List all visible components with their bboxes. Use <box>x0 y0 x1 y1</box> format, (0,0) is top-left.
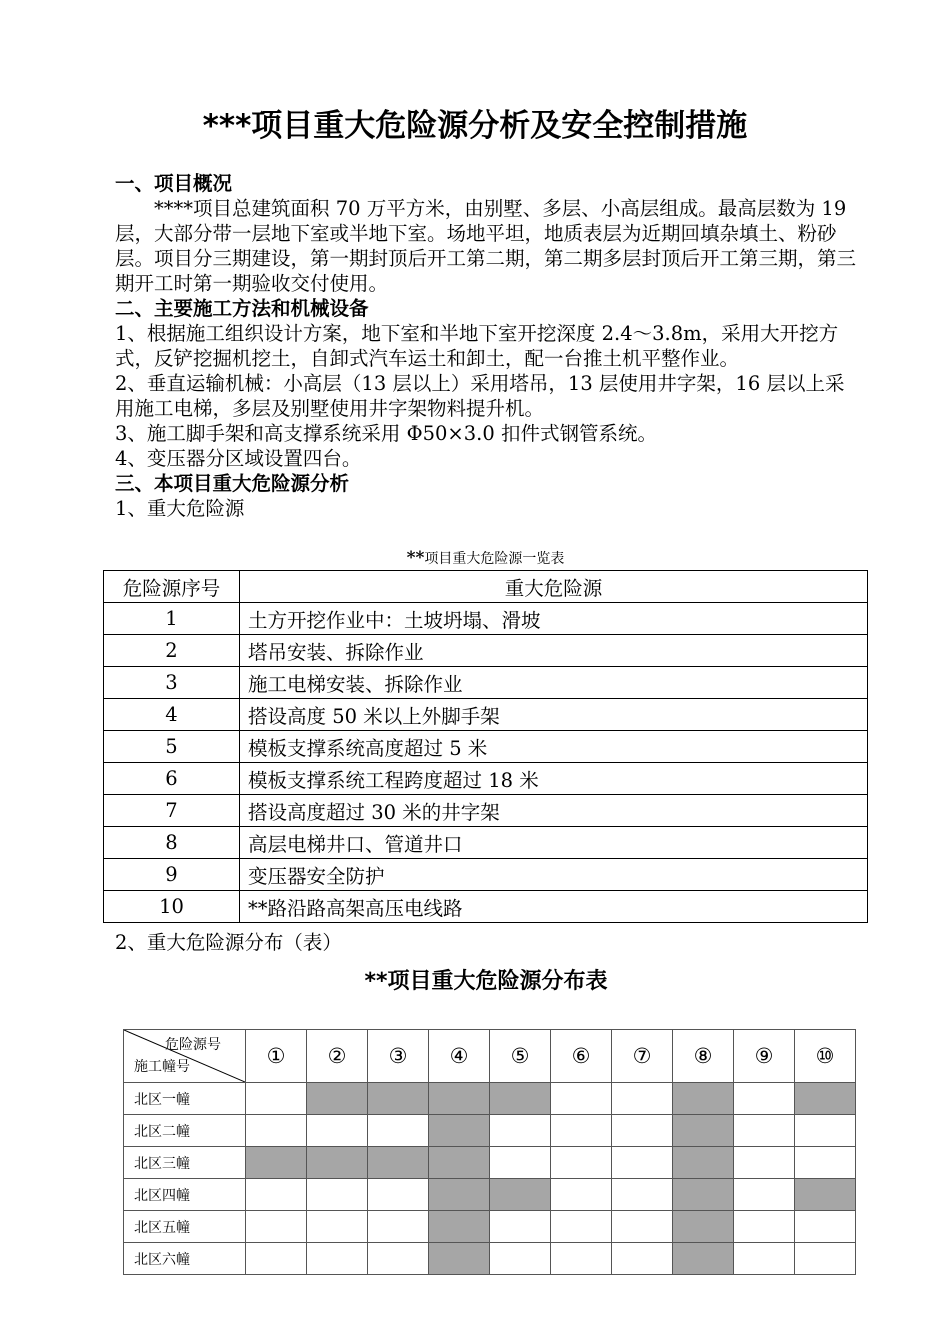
hazard-absent-cell <box>368 1179 429 1211</box>
hazard-absent-cell <box>246 1243 307 1275</box>
hazard-absent-cell <box>246 1083 307 1115</box>
hazard-absent-cell <box>612 1211 673 1243</box>
hazard-present-cell <box>368 1083 429 1115</box>
body-text <box>115 171 860 521</box>
table-row <box>124 1211 856 1243</box>
table-header-row <box>124 1030 856 1083</box>
hazard-absent-cell <box>307 1179 368 1211</box>
hazard-absent-cell <box>795 1243 856 1275</box>
hazard-absent-cell <box>307 1115 368 1147</box>
section-1-heading: 一、项目概况 <box>115 172 233 195</box>
hazard-number-cell: 1 <box>104 603 240 635</box>
hazard-present-cell <box>490 1083 551 1115</box>
hazard-present-cell <box>673 1115 734 1147</box>
table-header-cell: 危险源序号 <box>104 571 240 603</box>
hazard-absent-cell <box>368 1243 429 1275</box>
table-row <box>124 1179 856 1211</box>
hazard-absent-cell <box>490 1211 551 1243</box>
hazard-absent-cell <box>551 1211 612 1243</box>
building-label-cell: 北区二幢 <box>124 1115 246 1147</box>
hazard-present-cell <box>429 1179 490 1211</box>
hazard-present-cell <box>307 1083 368 1115</box>
table-row <box>104 795 868 827</box>
hazard-present-cell <box>429 1083 490 1115</box>
corner-bottom-label: 施工幢号 <box>134 1059 190 1075</box>
hazard-present-cell <box>490 1179 551 1211</box>
hazard-number-cell: 3 <box>104 667 240 699</box>
hazard-column-header: ③ <box>368 1030 429 1083</box>
hazard-absent-cell <box>734 1083 795 1115</box>
hazard-list-table <box>103 570 868 923</box>
hazard-number-cell: 2 <box>104 635 240 667</box>
table-1-caption <box>103 548 868 569</box>
hazard-absent-cell <box>551 1179 612 1211</box>
hazard-description-cell: 高层电梯井口、管道井口 <box>240 827 868 859</box>
table-2-title: **项目重大危险源分布表 <box>364 969 608 994</box>
hazard-column-header: ⑩ <box>795 1030 856 1083</box>
hazard-absent-cell <box>551 1243 612 1275</box>
hazard-column-header: ⑥ <box>551 1030 612 1083</box>
hazard-column-header: ⑨ <box>734 1030 795 1083</box>
hazard-present-cell <box>429 1115 490 1147</box>
hazard-absent-cell <box>795 1211 856 1243</box>
building-label-cell: 北区六幢 <box>124 1243 246 1275</box>
hazard-absent-cell <box>734 1211 795 1243</box>
table-row <box>124 1243 856 1275</box>
hazard-absent-cell <box>307 1243 368 1275</box>
table-row <box>124 1115 856 1147</box>
hazard-absent-cell <box>612 1115 673 1147</box>
hazard-present-cell <box>307 1147 368 1179</box>
section-3-sub-2: 2、重大危险源分布（表） <box>115 931 342 954</box>
hazard-absent-cell <box>612 1179 673 1211</box>
section-2-item-3: 3、施工脚手架和高支撑系统采用 Φ50×3.0 扣件式钢管系统。 <box>115 422 657 445</box>
hazard-absent-cell <box>795 1115 856 1147</box>
section-1-text: ****项目总建筑面积 70 万平方米，由别墅、多层、小高层组成。最高层数为 19 层，大部分带一层地下室或半地下室。场地平坦，地质表层为近期回填杂填土、粉砂层。项目分三期建设，第一期封顶后开工第二期，第二期多层封顶后开工第三期，第三期开工时第一期验收交付使用。 <box>115 197 857 295</box>
hazard-description-cell: 土方开挖作业中：土坡坍塌、滑坡 <box>240 603 868 635</box>
table-header-row <box>104 571 868 603</box>
hazard-number-cell: 4 <box>104 699 240 731</box>
section-2-item-4: 4、变压器分区域设置四台。 <box>115 447 362 470</box>
section-2-item-1: 1、根据施工组织设计方案，地下室和半地下室开挖深度 2.4～3.8m，采用大开挖方式，反铲挖掘机挖土，自卸式汽车运土和卸土，配一台推土机平整作业。 <box>115 322 839 370</box>
hazard-present-cell <box>368 1147 429 1179</box>
building-label-cell: 北区五幢 <box>124 1211 246 1243</box>
hazard-absent-cell <box>368 1211 429 1243</box>
hazard-number-cell: 9 <box>104 859 240 891</box>
hazard-absent-cell <box>734 1147 795 1179</box>
hazard-description-cell: 塔吊安装、拆除作业 <box>240 635 868 667</box>
table-row <box>104 667 868 699</box>
hazard-absent-cell <box>307 1211 368 1243</box>
document-title: ***项目重大危险源分析及安全控制措施 <box>202 108 748 144</box>
hazard-description-cell: 模板支撑系统工程跨度超过 18 米 <box>240 763 868 795</box>
hazard-description-cell: 搭设高度 50 米以上外脚手架 <box>240 699 868 731</box>
hazard-present-cell <box>673 1147 734 1179</box>
hazard-distribution-table <box>123 1029 856 1275</box>
hazard-number-cell: 10 <box>104 891 240 923</box>
hazard-column-header: ⑧ <box>673 1030 734 1083</box>
hazard-number-cell: 8 <box>104 827 240 859</box>
hazard-absent-cell <box>246 1179 307 1211</box>
table-row <box>104 827 868 859</box>
table-row <box>124 1147 856 1179</box>
building-label-cell: 北区三幢 <box>124 1147 246 1179</box>
hazard-description-cell: 施工电梯安装、拆除作业 <box>240 667 868 699</box>
hazard-absent-cell <box>246 1211 307 1243</box>
corner-top-label: 危险源号 <box>165 1037 221 1053</box>
hazard-absent-cell <box>490 1147 551 1179</box>
section-3-sub-1: 1、重大危险源 <box>115 497 245 520</box>
table-row <box>104 635 868 667</box>
table-row <box>104 699 868 731</box>
table-row <box>104 859 868 891</box>
table-1-caption-prefix: ** <box>406 548 425 568</box>
hazard-column-header: ② <box>307 1030 368 1083</box>
hazard-absent-cell <box>734 1115 795 1147</box>
hazard-present-cell <box>673 1243 734 1275</box>
hazard-number-cell: 7 <box>104 795 240 827</box>
section-2-heading: 二、主要施工方法和机械设备 <box>115 297 369 320</box>
hazard-absent-cell <box>551 1115 612 1147</box>
hazard-present-cell <box>429 1147 490 1179</box>
hazard-column-header: ⑦ <box>612 1030 673 1083</box>
hazard-absent-cell <box>490 1115 551 1147</box>
hazard-absent-cell <box>795 1147 856 1179</box>
hazard-column-header: ④ <box>429 1030 490 1083</box>
table-row <box>124 1083 856 1115</box>
hazard-present-cell <box>429 1211 490 1243</box>
hazard-present-cell <box>673 1211 734 1243</box>
hazard-number-cell: 5 <box>104 731 240 763</box>
table-corner-cell <box>124 1030 246 1083</box>
hazard-number-cell: 6 <box>104 763 240 795</box>
hazard-absent-cell <box>368 1115 429 1147</box>
hazard-description-cell: 变压器安全防护 <box>240 859 868 891</box>
hazard-present-cell <box>795 1083 856 1115</box>
hazard-absent-cell <box>612 1147 673 1179</box>
hazard-description-cell: 搭设高度超过 30 米的井字架 <box>240 795 868 827</box>
section-2-item-2: 2、垂直运输机械：小高层（13 层以上）采用塔吊，13 层使用井字架，16 层以上采用施工电梯，多层及别墅使用井字架物料提升机。 <box>115 372 845 420</box>
building-label-cell: 北区四幢 <box>124 1179 246 1211</box>
table-row <box>104 763 868 795</box>
hazard-absent-cell <box>490 1243 551 1275</box>
table-row <box>104 891 868 923</box>
table-row <box>104 731 868 763</box>
hazard-absent-cell <box>551 1147 612 1179</box>
table-1-caption-text: 项目重大危险源一览表 <box>424 551 565 567</box>
section-3-heading: 三、本项目重大危险源分析 <box>115 472 350 495</box>
hazard-present-cell <box>795 1179 856 1211</box>
hazard-description-cell: **路沿路高架高压电线路 <box>240 891 868 923</box>
hazard-absent-cell <box>734 1179 795 1211</box>
hazard-absent-cell <box>612 1083 673 1115</box>
hazard-column-header: ⑤ <box>490 1030 551 1083</box>
hazard-description-cell: 模板支撑系统高度超过 5 米 <box>240 731 868 763</box>
hazard-present-cell <box>673 1179 734 1211</box>
hazard-absent-cell <box>734 1243 795 1275</box>
table-header-cell: 重大危险源 <box>240 571 868 603</box>
hazard-present-cell <box>246 1147 307 1179</box>
hazard-present-cell <box>429 1243 490 1275</box>
hazard-absent-cell <box>612 1243 673 1275</box>
hazard-present-cell <box>673 1083 734 1115</box>
hazard-absent-cell <box>246 1115 307 1147</box>
hazard-absent-cell <box>551 1083 612 1115</box>
building-label-cell: 北区一幢 <box>124 1083 246 1115</box>
table-row <box>104 603 868 635</box>
hazard-column-header: ① <box>246 1030 307 1083</box>
